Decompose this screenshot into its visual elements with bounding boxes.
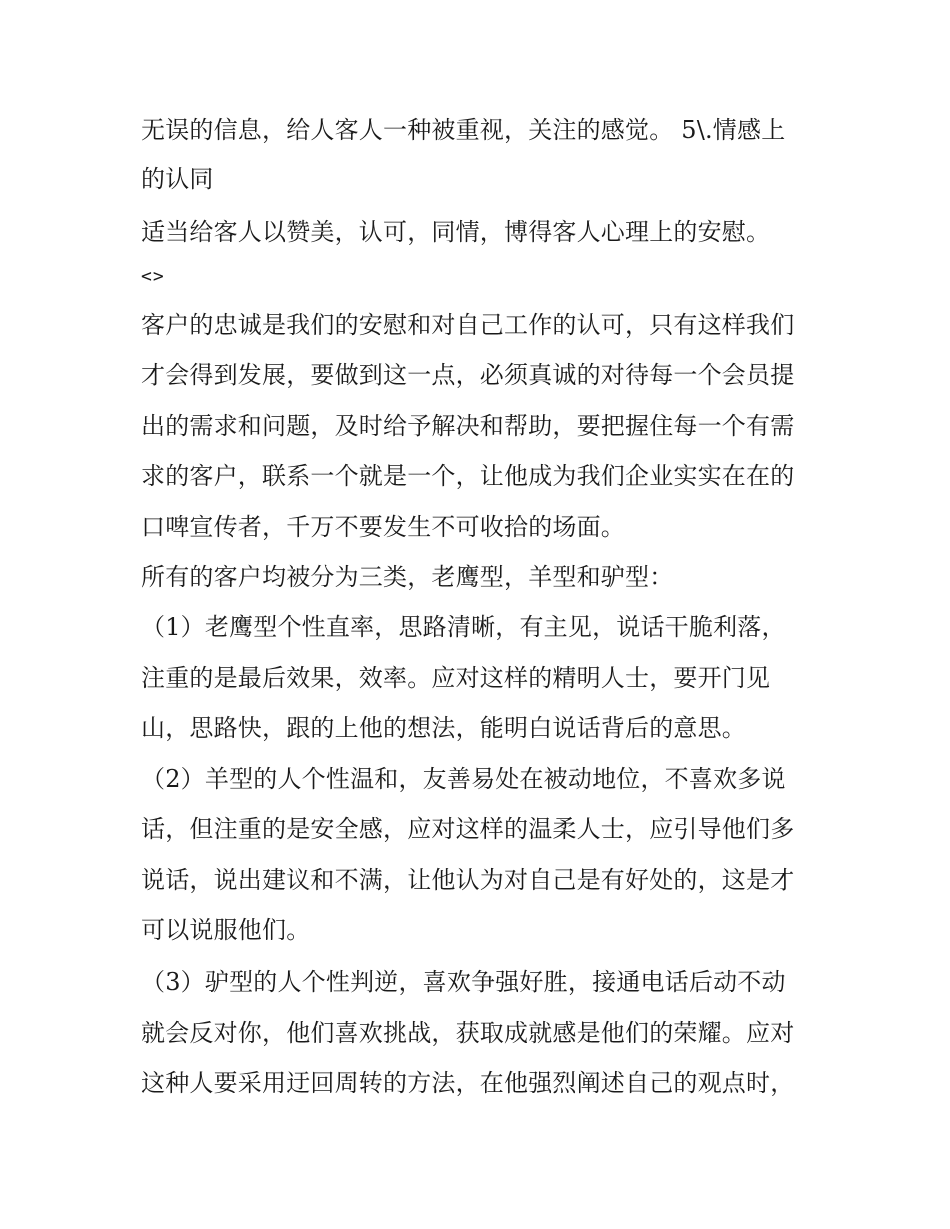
text-line: 山，思路快，跟的上他的想法，能明白说话背后的意思。 bbox=[141, 714, 746, 742]
text-line: 这种人要采用迂回周转的方法，在他强烈阐述自己的观点时， bbox=[141, 1069, 795, 1097]
text-line: 口啤宣传者，千万不要发生不可收拾的场面。 bbox=[141, 513, 625, 541]
text-line: 的认同 bbox=[141, 165, 214, 193]
text-line: 话，但注重的是安全感，应对这样的温柔人士，应引导他们多 bbox=[141, 815, 795, 843]
text-line: 适当给客人以赞美，认可，同情，博得客人心理上的安慰。 bbox=[141, 218, 771, 246]
text-line: <> bbox=[141, 266, 165, 287]
text-line: （1）老鹰型个性直率，思路清晰，有主见，说话干脆利落， bbox=[141, 613, 786, 641]
text-line: （2）羊型的人个性温和，友善易处在被动地位，不喜欢多说 bbox=[141, 765, 786, 793]
text-line: 说话，说出建议和不满，让他认为对自己是有好处的，这是才 bbox=[141, 866, 795, 894]
text-line: 求的客户，联系一个就是一个，让他成为我们企业实实在在的 bbox=[141, 462, 795, 490]
text-line: 注重的是最后效果，效率。应对这样的精明人士，要开门见 bbox=[141, 664, 771, 692]
text-line: （3）驴型的人个性判逆，喜欢争强好胜，接通电话后动不动 bbox=[141, 968, 786, 996]
text-line: 所有的客户均被分为三类，老鹰型，羊型和驴型： bbox=[141, 563, 674, 591]
text-line: 才会得到发展，要做到这一点，必须真诚的对待每一个会员提 bbox=[141, 361, 795, 389]
text-line: 就会反对你，他们喜欢挑战，获取成就感是他们的荣耀。应对 bbox=[141, 1019, 795, 1047]
text-line: 出的需求和问题，及时给予解决和帮助，要把握住每一个有需 bbox=[141, 412, 795, 440]
text-line: 客户的忠诚是我们的安慰和对自己工作的认可，只有这样我们 bbox=[141, 311, 795, 339]
text-line: 无误的信息，给人客人一种被重视，关注的感觉。 5\.情感上 bbox=[141, 116, 786, 144]
text-line: 可以说服他们。 bbox=[141, 916, 311, 944]
